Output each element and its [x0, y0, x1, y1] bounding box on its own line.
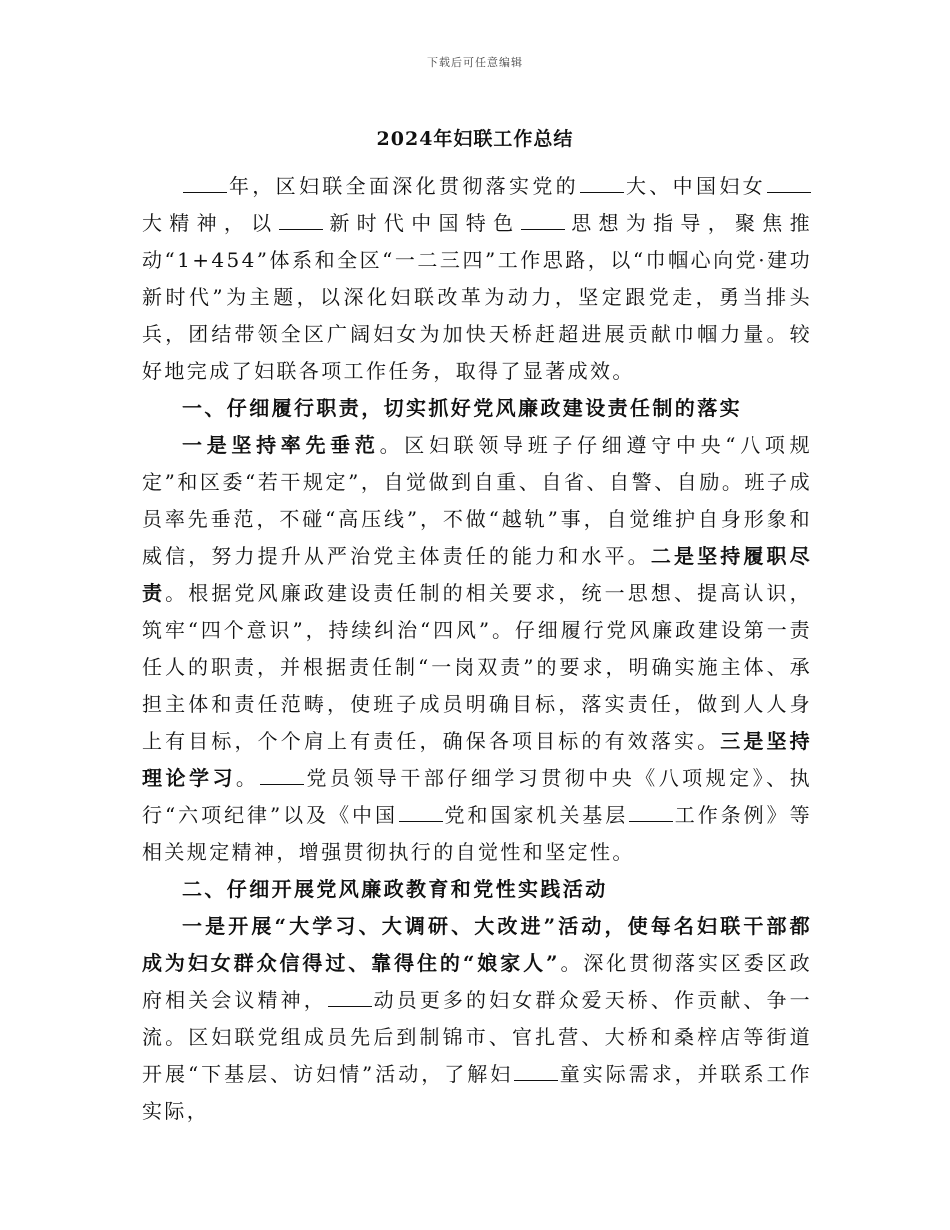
- fill-in-blank: [328, 1005, 372, 1007]
- paragraph-text: 工作条例》等相关规定精神，增强贯彻执行的自觉性和坚定性。: [142, 803, 812, 864]
- paragraph-text: 二、仔细开展党风廉政教育和党性实践活动: [182, 877, 608, 901]
- paragraph-text: 大、中国妇女: [625, 174, 767, 198]
- paragraph-text: 。区妇联领导班子仔细遵守中央“八项规定”和区委“若干规定”，自觉做到自重、自省、自警、自励。班子成员率先垂范，不碰“高压线”，不做“越轨”事，自觉维护自身形象和威信，努力提升从严治党主体责任的能力和水平。: [142, 433, 812, 568]
- emphasis-text: 一是开展“大学习、大调研、大改进”活动，使每名妇联干部都成为妇女群众信得过、靠得住的“娘家人”: [142, 914, 812, 975]
- fill-in-blank: [521, 228, 565, 230]
- paragraph-text: 党和国家机关基层: [443, 803, 629, 827]
- header-note: 下载后可任意编辑: [427, 56, 523, 69]
- paragraph-text: 。根据党风廉政建设责任制的相关要求，统一思想、提高认识，筑牢“四个意识”，持续纠治“四风”。仔细履行党风廉政建设第一责任人的职责，并根据责任制“一岗双责”的要求，明确实施主体、承担主体和责任范畴，使班子成员明确目标，落实责任，做到人人身上有目标，个个肩上有责任，确保各项目标的有效落实。: [142, 581, 813, 753]
- emphasis-text: 二是坚持履职尽责: [142, 544, 812, 605]
- paragraph-text: 党员领导干部仔细学习贯彻中央《八项规定》、执行“六项纪律”以及《中国: [142, 766, 812, 827]
- paragraph-text: 思想为指导，聚焦推动“1+454”体系和全区“一二三四”工作思路，以“巾帼心向党·建功新时代”为主题，以深化妇联改革为动力，坚定跟党走，勇当排头兵，团结带领全区广阔妇女为加快天桥赶超进展贡献巾帼力量。较好地完成了妇联各项工作任务，取得了显著成效。: [142, 211, 812, 383]
- fill-in-blank: [260, 783, 304, 785]
- section-heading: [142, 390, 812, 427]
- fill-in-blank: [279, 228, 323, 230]
- fill-in-blank: [580, 191, 624, 193]
- paragraph-text: 年，区妇联全面深化贯彻落实党的: [228, 174, 580, 198]
- emphasis-text: 一是坚持率先垂范: [182, 433, 380, 457]
- body-paragraph: [142, 168, 812, 390]
- paragraph-text: 。深化贯彻落实区委区政府相关会议精神，: [142, 951, 813, 1012]
- paragraph-text: 童实际需求，并联系工作实际，: [142, 1062, 812, 1123]
- document-title: 2024年妇联工作总结: [376, 128, 574, 150]
- paragraph-text: 大精神，以: [142, 211, 279, 235]
- fill-in-blank: [399, 820, 443, 822]
- body-paragraph: [142, 908, 812, 1130]
- emphasis-text: 三是坚持理论学习: [142, 729, 813, 790]
- paragraph-text: 。: [235, 766, 260, 790]
- paragraph-text: 一、仔细履行职责，切实抓好党风廉政建设责任制的落实: [182, 396, 742, 420]
- section-heading: [142, 871, 812, 908]
- paragraph-text: 新时代中国特色: [324, 211, 521, 235]
- fill-in-blank: [767, 191, 811, 193]
- fill-in-blank: [514, 1079, 558, 1081]
- paragraph-text: 动员更多的妇女群众爱天桥、作贡献、争一流。区妇联党组成员先后到制锦市、官扎营、大桥和桑梓店等街道开展“下基层、访妇情”活动，了解妇: [142, 988, 812, 1086]
- document-body: [142, 168, 812, 1130]
- fill-in-blank: [629, 820, 673, 822]
- fill-in-blank: [183, 191, 227, 193]
- body-paragraph: [142, 427, 812, 871]
